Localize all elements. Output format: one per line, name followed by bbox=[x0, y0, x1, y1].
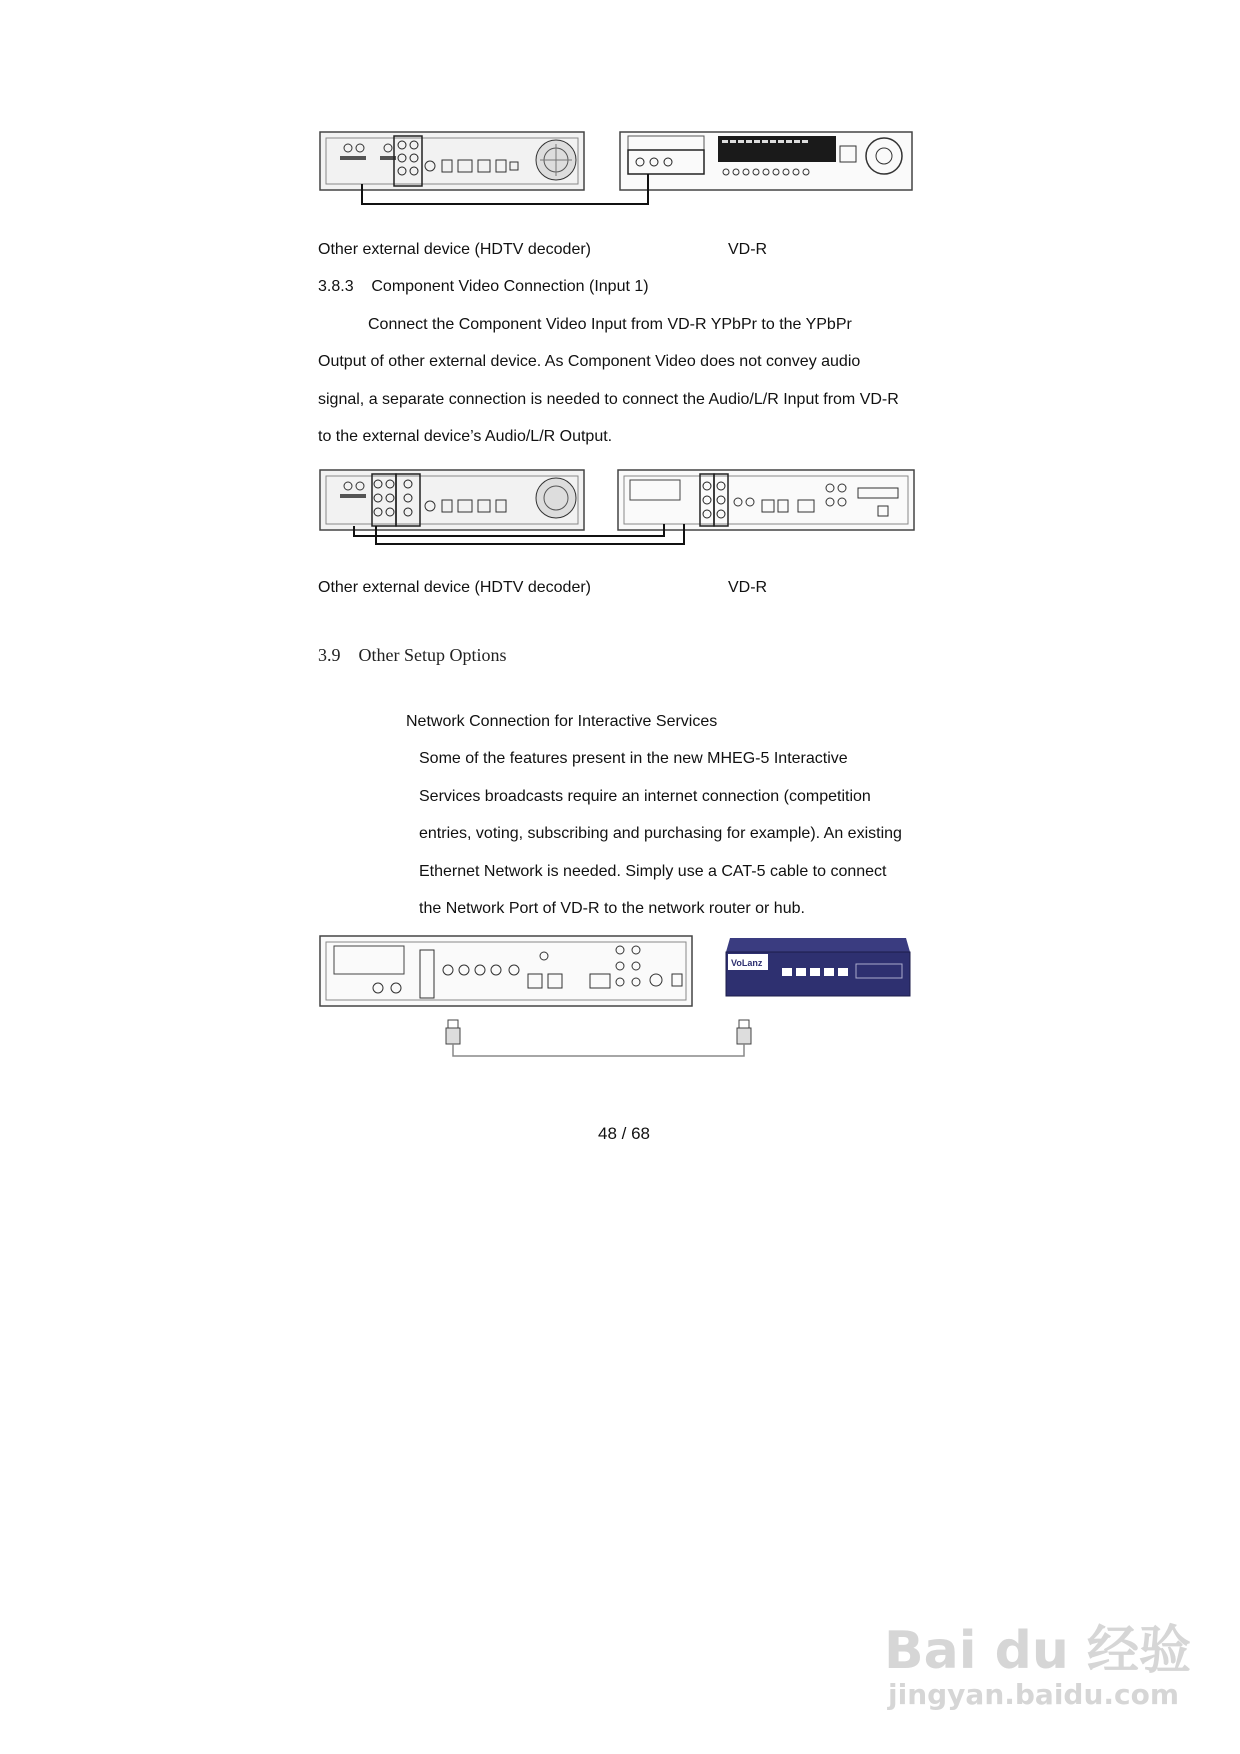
vdr-rear-panel bbox=[320, 936, 692, 1006]
ethernet-plug-icon bbox=[737, 1020, 751, 1044]
paragraph-line: to the external device’s Audio/L/R Output. bbox=[318, 428, 613, 445]
baidu-watermark-url: jingyan.baidu.com bbox=[888, 1678, 1180, 1711]
figure-2-connection-diagram bbox=[318, 466, 918, 550]
section-title: Other Setup Options bbox=[358, 645, 507, 665]
paragraph-line: Connect the Component Video Input from VD-R YPbPr to the YPbPr bbox=[368, 316, 852, 333]
paragraph-line: signal, a separate connection is needed to connect the Audio/L/R Input from VD-R bbox=[318, 391, 899, 408]
network-line: Some of the features present in the new MHEG-5 Interactive bbox=[419, 750, 848, 767]
section-title: Component Video Connection (Input 1) bbox=[371, 278, 649, 295]
page-number: 48 / 68 bbox=[598, 1124, 650, 1143]
figure-1-connection-diagram bbox=[318, 128, 918, 210]
baidu-watermark-logo: Bai du 经验 bbox=[884, 1621, 1191, 1681]
vdr-rear-panel bbox=[618, 470, 914, 530]
vdr-front-panel bbox=[620, 132, 912, 190]
paragraph-line: Output of other external device. As Component Video does not convey audio bbox=[318, 353, 861, 370]
section-3-8-3-heading bbox=[318, 277, 649, 297]
cat5-cable bbox=[453, 1044, 744, 1056]
section-number: 3.9 bbox=[318, 645, 341, 665]
network-line: the Network Port of VD-R to the network router or hub. bbox=[419, 900, 805, 917]
network-line: entries, voting, subscribing and purchasing for example). An existing bbox=[419, 825, 902, 842]
figure-2-left-caption: Other external device (HDTV decoder) bbox=[318, 579, 591, 596]
figure-2-right-caption: VD-R bbox=[728, 579, 768, 596]
network-router bbox=[726, 938, 910, 996]
router-brand: VoLanz bbox=[731, 958, 763, 968]
figure-1-left-caption: Other external device (HDTV decoder) bbox=[318, 241, 591, 258]
section-3-9-heading bbox=[318, 645, 507, 665]
network-heading: Network Connection for Interactive Services bbox=[406, 713, 718, 730]
network-line: Services broadcasts require an internet connection (competition bbox=[419, 788, 871, 805]
figure-3-network-diagram bbox=[318, 934, 918, 1060]
external-device-rear-panel bbox=[320, 470, 584, 530]
ethernet-plug-icon bbox=[446, 1020, 460, 1044]
network-line: Ethernet Network is needed. Simply use a CAT-5 cable to connect bbox=[419, 863, 887, 880]
section-number: 3.8.3 bbox=[318, 278, 354, 295]
figure-1-right-caption: VD-R bbox=[728, 241, 768, 258]
external-device-rear-panel bbox=[320, 132, 584, 190]
